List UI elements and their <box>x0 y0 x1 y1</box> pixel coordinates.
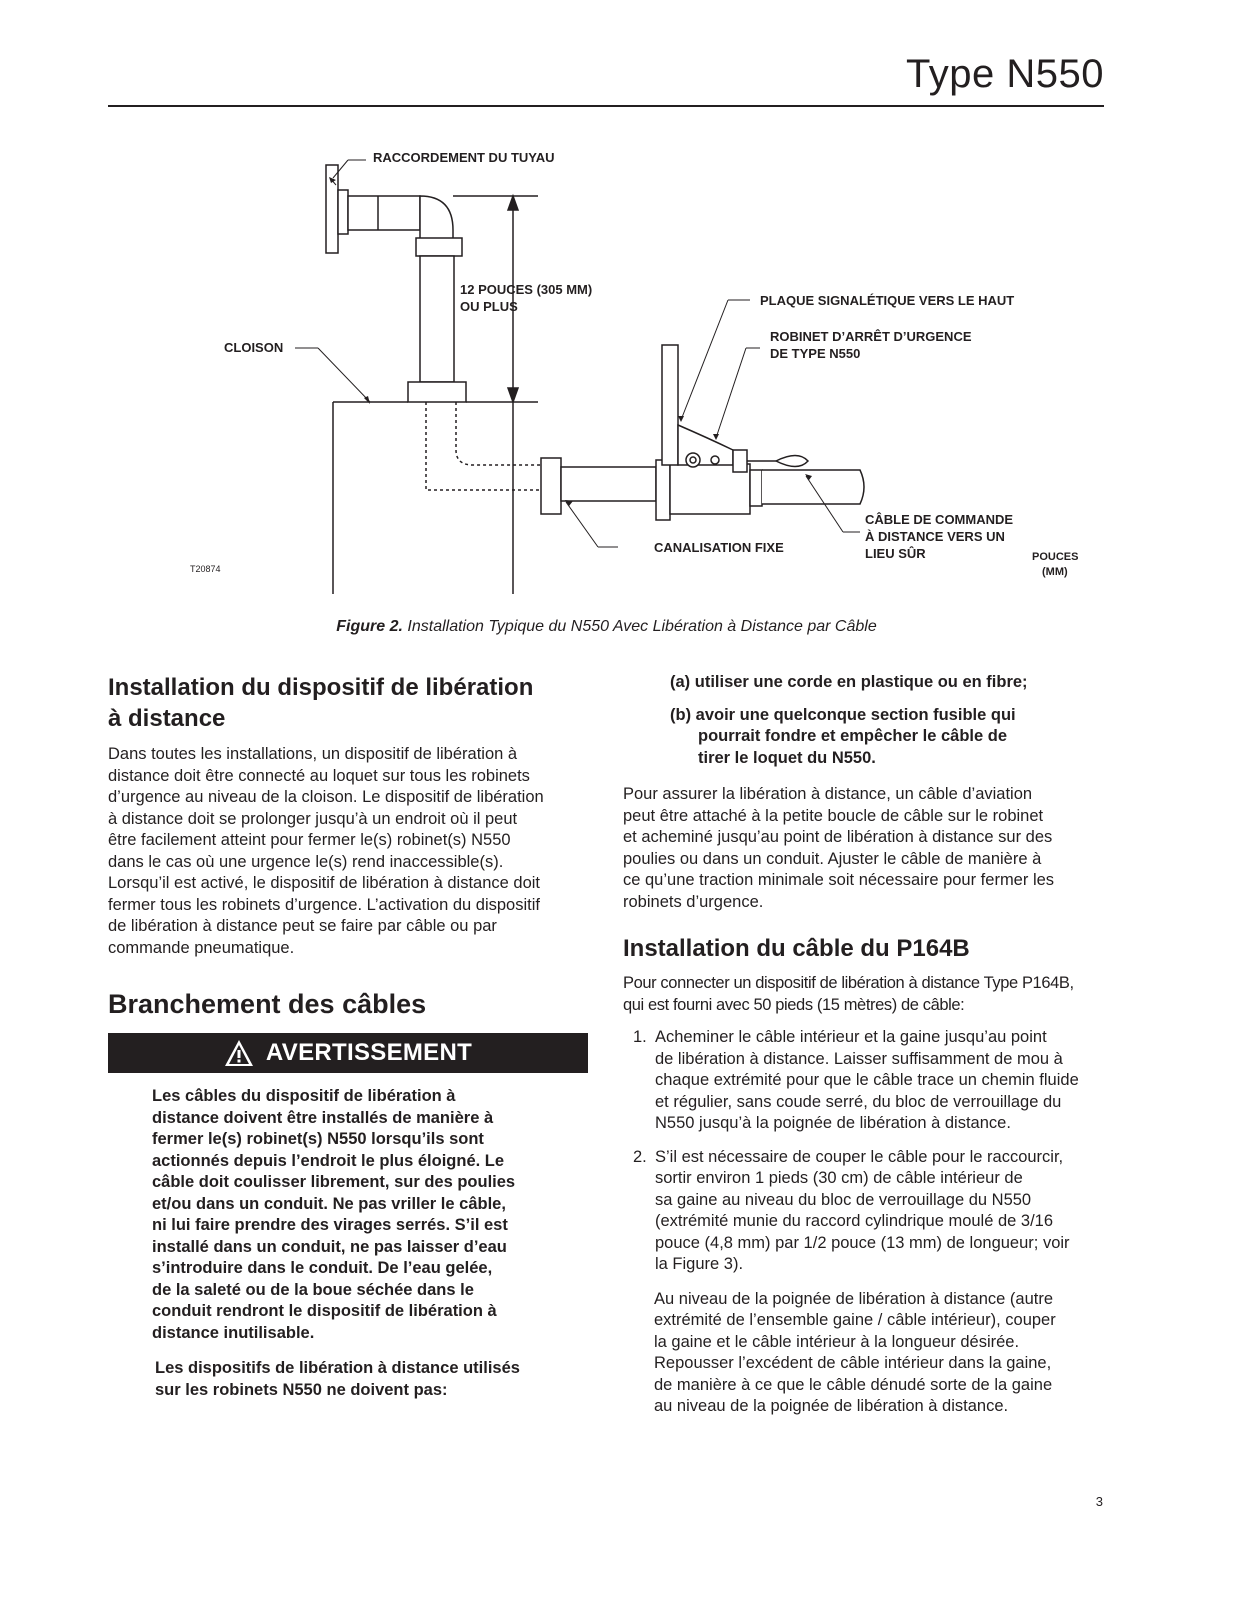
drawing-id: T20874 <box>190 564 221 574</box>
text-line: installé dans un conduit, ne pas laisser d’eau <box>152 1237 507 1256</box>
text-line: Lorsqu’il est activé, le dispositif de libération à distance doit <box>108 874 540 892</box>
label-fixed-piping: CANALISATION FIXE <box>654 540 784 555</box>
section-heading-remote-release <box>108 672 588 734</box>
label-units-line1: POUCES <box>1032 551 1079 563</box>
text-line: Dans toutes les installations, un dispositif de libération à <box>108 745 518 763</box>
text-line: poulies ou dans un conduit. Ajuster le câble de manière à <box>623 849 1042 868</box>
text-line: de libération à distance. Laisser suffisamment de mou à <box>655 1049 1063 1068</box>
caption-text: Installation Typique du N550 Avec Libération à Distance par Câble <box>402 618 877 635</box>
list-line: (b) avoir une quelconque section fusible qui <box>670 705 1016 724</box>
text-line: sur les robinets N550 ne doivent pas: <box>155 1380 448 1399</box>
text-line: sortir environ 1 pieds (30 cm) de câble intérieur de <box>655 1169 1023 1187</box>
step-text <box>655 1027 1079 1135</box>
text-line: sa gaine au niveau du bloc de verrouillage du N550 <box>655 1190 1032 1209</box>
text-line: distance doit être connecté au loquet sur tous les robinets <box>108 766 530 785</box>
warning-banner <box>108 1033 588 1073</box>
text-line: fermer le(s) robinet(s) N550 lorsqu’ils sont <box>152 1130 484 1148</box>
warning-triangle-icon <box>224 1039 254 1067</box>
text-line: Pour assurer la libération à distance, un câble d’aviation <box>623 785 1033 803</box>
text-line: pouce (4,8 mm) par 1/2 pouce (13 mm) de longueur; voir <box>655 1233 1070 1252</box>
step-2 <box>623 1147 1107 1276</box>
text-line: s’introduire dans le conduit. De l’eau gelée, <box>152 1259 493 1277</box>
step-text <box>655 1147 1070 1276</box>
right-column <box>623 672 1107 1418</box>
warning-title: AVERTISSEMENT <box>265 1039 473 1066</box>
page-number: 3 <box>1095 1494 1103 1509</box>
text-line: Repousser l’excédent de câble intérieur dans la gaine, <box>654 1354 1052 1372</box>
text-line: la Figure 3). <box>655 1255 744 1273</box>
text-line: la gaine et le câble intérieur à la longueur désirée. <box>654 1332 1020 1351</box>
text-line: robinets d’urgence. <box>623 892 764 911</box>
label-valve-line2: DE TYPE N550 <box>770 346 861 361</box>
text-line: commande pneumatique. <box>108 938 295 957</box>
text-line: dans le cas où une urgence le(s) rend inaccessible(s). <box>108 852 504 871</box>
text-line: Les dispositifs de libération à distance utilisés <box>155 1359 520 1377</box>
text-line: Pour connecter un dispositif de libération à distance Type P164B, <box>623 974 1074 992</box>
text-line: distance doivent être installés de manière à <box>152 1108 494 1127</box>
label-bulkhead: CLOISON <box>224 340 284 355</box>
step-number: 1. <box>633 1028 647 1046</box>
text-line: câble doit coulisser librement, sur des poulies <box>152 1173 516 1191</box>
text-line: Au niveau de la poignée de libération à distance (autre <box>654 1289 1054 1308</box>
text-line: et acheminé jusqu’au point de libération à distance sur des <box>623 828 1053 846</box>
text-line: et régulier, sans coude serré, du bloc de verrouillage du <box>655 1092 1062 1111</box>
caption-label: Figure 2. <box>336 618 403 635</box>
text-line: peut être attaché à la petite boucle de câble sur le robinet <box>623 806 1044 825</box>
list-item-b <box>670 705 1107 770</box>
heading-line: Installation du dispositif de libération <box>108 674 534 701</box>
text-line: être facilement atteint pour fermer le(s) robinet(s) N550 <box>108 831 511 849</box>
document-title: Type N550 <box>906 52 1104 96</box>
text-line: et/ou dans un conduit. Ne pas vriller le câble, <box>152 1194 506 1213</box>
step-number: 2. <box>633 1147 647 1166</box>
paragraph-p164b-intro <box>623 973 1107 1016</box>
text-line: Acheminer le câble intérieur et la gaine jusqu’au point <box>655 1028 1047 1046</box>
step-2-paragraph <box>623 1289 1107 1418</box>
list-item-a: (a) utiliser une corde en plastique ou en fibre; <box>670 673 1028 691</box>
warning-text <box>108 1086 588 1344</box>
label-pipe-connection: RACCORDEMENT DU TUYAU <box>373 150 555 165</box>
step-1 <box>623 1027 1107 1135</box>
label-cable-line1: CÂBLE DE COMMANDE <box>865 512 1014 527</box>
text-line: ni lui faire prendre des virages serrés. S’il est <box>152 1216 508 1234</box>
text-line: extrémité de l’ensemble gaine / câble intérieur), couper <box>654 1311 1056 1329</box>
list-line: pourrait fondre et empêcher le câble de <box>698 727 1008 745</box>
text-line: à distance doit se prolonger jusqu’à un endroit où il peut <box>108 809 518 828</box>
section-heading-cable-connection: Branchement des câbles <box>108 989 427 1019</box>
label-cable-line3: LIEU SÛR <box>865 546 926 561</box>
text-line: d’urgence au niveau de la cloison. Le dispositif de libération <box>108 788 544 806</box>
text-line: Les câbles du dispositif de libération à <box>152 1087 456 1105</box>
label-cable-line2: À DISTANCE VERS UN <box>865 529 1005 544</box>
text-line: distance inutilisable. <box>152 1323 315 1342</box>
figure-caption <box>0 618 1213 636</box>
text-line: de manière à ce que le câble dénudé sorte de la gaine <box>654 1375 1053 1394</box>
paragraph-aviation-cable <box>623 784 1107 913</box>
installation-diagram <box>108 120 1108 600</box>
text-line: fermer tous les robinets d’urgence. L’activation du dispositif <box>108 895 540 914</box>
text-line: de libération à distance peut se faire par câble ou par <box>108 917 497 935</box>
left-column <box>108 672 588 1401</box>
label-units-line2: (MM) <box>1042 566 1068 578</box>
heading-line: à distance <box>108 705 226 732</box>
text-line: de la saleté ou de la boue séchée dans le <box>152 1280 474 1299</box>
label-height-line2: OU PLUS <box>460 299 518 314</box>
paragraph-remote-release <box>108 744 588 959</box>
text-line: au niveau de la poignée de libération à distance. <box>654 1397 1009 1415</box>
text-line: (extrémité munie du raccord cylindrique moulé de 3/16 <box>655 1212 1054 1230</box>
text-line: qui est fourni avec 50 pieds (15 mètres) de câble: <box>623 995 965 1014</box>
list-line: tirer le loquet du N550. <box>698 748 876 767</box>
text-line: actionnés depuis l’endroit le plus éloigné. Le <box>152 1151 505 1170</box>
text-line: conduit rendront le dispositif de libération à <box>152 1302 497 1320</box>
section-heading-p164b: Installation du câble du P164B <box>623 935 970 962</box>
text-line: S’il est nécessaire de couper le câble pour le raccourcir, <box>655 1147 1064 1166</box>
text-line: N550 jusqu’à la poignée de libération à distance. <box>655 1114 1011 1132</box>
text-line: ce qu’une traction minimale soit nécessaire pour fermer les <box>623 871 1055 889</box>
label-height-line1: 12 POUCES (305 MM) <box>460 282 593 297</box>
header-rule <box>108 105 1104 107</box>
text-line: chaque extrémité pour que le câble trace un chemin fluide <box>655 1071 1079 1089</box>
label-valve-line1: ROBINET D’ARRÊT D’URGENCE <box>770 329 972 344</box>
label-nameplate: PLAQUE SIGNALÉTIQUE VERS LE HAUT <box>760 293 1015 308</box>
warning-text-2 <box>108 1358 588 1401</box>
